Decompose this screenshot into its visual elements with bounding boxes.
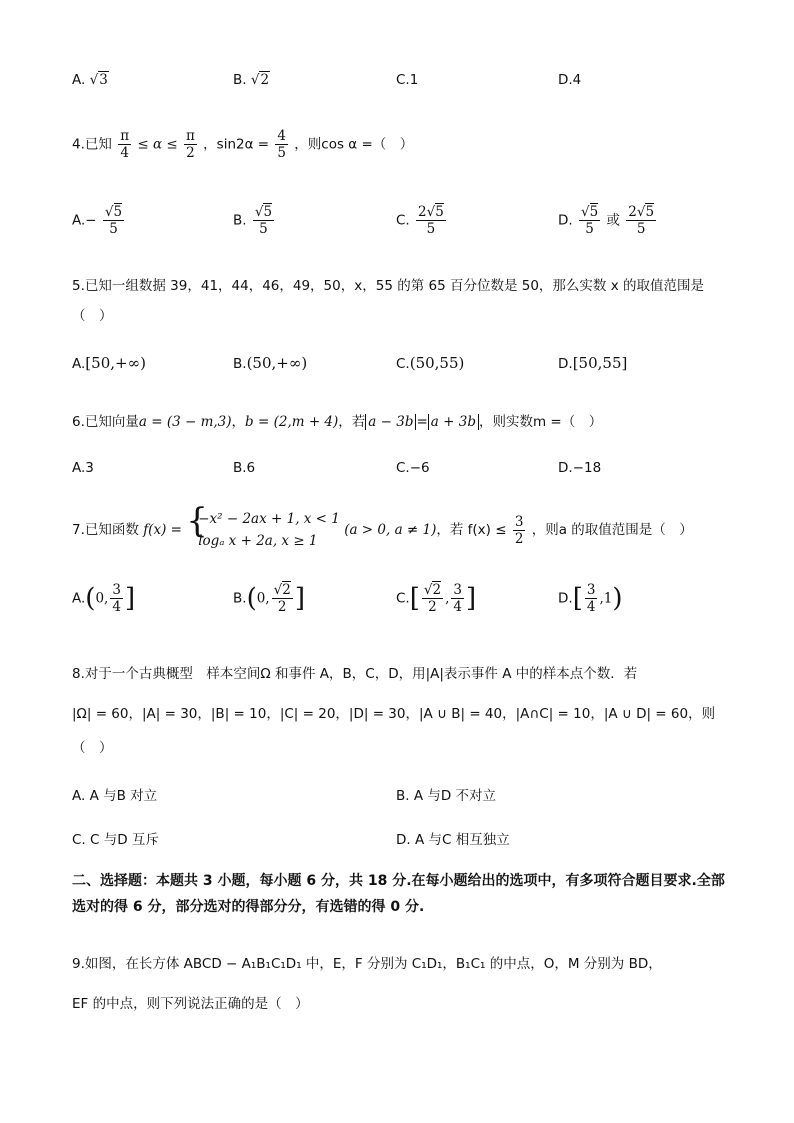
q3-option-a bbox=[72, 72, 109, 88]
q4-option-d-radicand2: 5 bbox=[645, 204, 655, 220]
q6-vector-b: b = (2,m + 4) bbox=[245, 414, 339, 430]
q5-option-b-label: B. bbox=[233, 356, 247, 372]
q4-frac-pi4 bbox=[118, 128, 131, 161]
q5-option-a bbox=[72, 354, 146, 372]
q5-line2: （ ） bbox=[72, 308, 113, 324]
q7-piece-row1: −x² − 2ax + 1, x < 1 bbox=[198, 511, 340, 527]
q4-option-d-num2: 2√5 bbox=[628, 204, 655, 220]
q4-option-c-frac bbox=[416, 204, 446, 237]
q3-option-b bbox=[233, 72, 270, 88]
q5-option-b-value: (50,+∞) bbox=[246, 354, 308, 372]
q6-option-a: A.3 bbox=[72, 460, 94, 476]
q7-option-a-den: 4 bbox=[112, 599, 121, 615]
q4-option-d-frac2 bbox=[626, 204, 656, 237]
q5-option-b bbox=[233, 354, 307, 372]
q9-line1: 9.如图，在长方体 ABCD − A₁B₁C₁D₁ 中，E，F 分别为 C₁D₁，B₁C₁ 的中点，O，M 分别为 BD， bbox=[72, 956, 662, 972]
q7-option-c-den2: 4 bbox=[453, 599, 462, 615]
q7-option-c-num2: 3 bbox=[453, 582, 462, 598]
q6-prefix: 6.已知向量 bbox=[72, 414, 139, 430]
q4-frac-pi4-num: π bbox=[120, 128, 130, 144]
q6-option-d: D.−18 bbox=[558, 460, 602, 476]
q7-option-c-comma: , bbox=[445, 590, 450, 607]
q4-option-c-label: C. bbox=[396, 212, 410, 229]
q7-piece-row2: logₐ x + 2a, x ≥ 1 bbox=[198, 533, 318, 549]
q3-option-a-label: A. bbox=[72, 72, 86, 88]
q7-mid: ，若 f(x) ≤ bbox=[436, 522, 507, 538]
q7-option-d-frac bbox=[585, 582, 598, 615]
q6-vector-a: a = (3 − m,3) bbox=[138, 414, 232, 430]
q4-option-d-frac1 bbox=[579, 204, 600, 237]
q4-frac-pi2 bbox=[184, 128, 197, 161]
q4-option-d-num1: √5 bbox=[580, 204, 599, 220]
q4-option-d bbox=[558, 204, 658, 237]
q7-fx: f(x) = bbox=[143, 522, 182, 538]
q4-option-c-num: 2√5 bbox=[418, 204, 444, 220]
q4-option-b-num: √5 bbox=[254, 204, 273, 220]
q7-option-d-num: 3 bbox=[586, 582, 596, 598]
q4-frac-pi2-den: 2 bbox=[186, 145, 195, 161]
q7-frac-32-den: 2 bbox=[514, 530, 524, 547]
q6-cond-prefix: ，若 bbox=[338, 414, 366, 430]
q7-option-c-radicand: 2 bbox=[432, 582, 442, 598]
q7-option-b-rbracket: ] bbox=[294, 583, 305, 614]
q4-option-d-den1: 5 bbox=[585, 221, 594, 237]
q7-condition: (a > 0, a ≠ 1) bbox=[344, 522, 437, 538]
q7-option-b-zero: 0, bbox=[256, 590, 270, 607]
q4-frac-45 bbox=[275, 128, 288, 161]
q4-prefix: 4.已知 bbox=[72, 136, 112, 153]
q4-stem bbox=[72, 128, 413, 161]
q7-option-c-frac2 bbox=[451, 582, 464, 615]
q4-option-c bbox=[396, 204, 448, 237]
q5-option-c-value: (50,55) bbox=[409, 354, 465, 372]
q7-option-b-num: √2 bbox=[273, 582, 291, 598]
q7-option-c-den1: 2 bbox=[428, 599, 437, 615]
q7-stem bbox=[72, 501, 693, 552]
q5-option-d-value: [50,55] bbox=[572, 354, 628, 372]
q4-option-c-radicand: 5 bbox=[435, 204, 444, 220]
q4-leq-1: ≤ bbox=[137, 136, 149, 153]
q4-option-a-label: A. bbox=[72, 212, 86, 229]
q7-option-a bbox=[72, 582, 135, 615]
q3-option-b-sqrt: √2 bbox=[250, 72, 270, 88]
q7-option-b bbox=[233, 582, 305, 615]
q6-option-b: B.6 bbox=[233, 460, 256, 476]
q7-option-b-label: B. bbox=[233, 590, 247, 607]
q7-option-c-label: C. bbox=[396, 590, 410, 607]
q7-option-d-rparen: ) bbox=[612, 583, 623, 614]
q6-then: ，则实数m =（ ） bbox=[478, 414, 603, 430]
q9-line2: EF 的中点，则下列说法正确的是（ ） bbox=[72, 996, 309, 1012]
q5-option-a-value: [50,+∞) bbox=[85, 354, 146, 372]
q7-option-b-frac bbox=[272, 582, 293, 615]
section2-heading: 二、选择题：本题共 3 小题，每小题 6 分，共 18 分.在每小题给出的选项中，有多项符合题目要求.全部选对的得 6 分，部分选对的得部分分，有选错的得 0 分. bbox=[72, 873, 725, 915]
q8-option-b: B. A 与D 不对立 bbox=[396, 788, 497, 804]
q6-stem bbox=[72, 410, 602, 430]
q4-option-b-den: 5 bbox=[259, 221, 268, 237]
q4-option-a-num: √5 bbox=[104, 204, 123, 220]
left-brace-icon: { bbox=[186, 501, 208, 541]
q8-option-c: C. C 与D 互斥 bbox=[72, 832, 159, 848]
q7-option-d-label: D. bbox=[558, 590, 573, 607]
q7-option-d bbox=[558, 582, 622, 615]
q5-option-a-label: A. bbox=[72, 356, 86, 372]
q4-frac-pi2-num: π bbox=[186, 128, 195, 144]
q4-option-b-frac bbox=[253, 204, 274, 237]
q8-option-d: D. A 与C 相互独立 bbox=[396, 832, 510, 848]
q6-equals: = bbox=[416, 414, 428, 430]
q4-option-d-label: D. bbox=[558, 212, 573, 229]
q7-option-a-frac bbox=[110, 582, 123, 615]
q6-option-c: C.−6 bbox=[396, 460, 430, 476]
q4-frac-45-num: 4 bbox=[277, 128, 286, 144]
q7-option-a-zero: 0, bbox=[95, 590, 109, 607]
q4-option-d-or: 或 bbox=[606, 212, 620, 229]
q6-abs-right: a + 3b bbox=[428, 414, 479, 430]
q4-frac-45-den: 5 bbox=[277, 145, 286, 161]
q3-option-b-label: B. bbox=[233, 72, 247, 88]
q7-option-b-den: 2 bbox=[277, 599, 287, 615]
q3-option-a-sqrt: √3 bbox=[89, 72, 108, 88]
q5-option-c-label: C. bbox=[396, 356, 410, 372]
q4-option-b-radicand: 5 bbox=[263, 204, 273, 220]
q7-option-c-lbracket: [ bbox=[409, 583, 420, 614]
q7-frac-32-num: 3 bbox=[514, 513, 524, 530]
q3-option-a-radicand: 3 bbox=[99, 72, 108, 88]
q8-line3: （ ） bbox=[72, 740, 113, 756]
q4-option-a-radicand: 5 bbox=[113, 204, 123, 220]
q3-option-b-radicand: 2 bbox=[260, 72, 270, 88]
q7-option-d-one: ,1 bbox=[599, 590, 613, 607]
q7-option-a-rbracket: ] bbox=[124, 583, 136, 614]
q7-option-d-lbracket: [ bbox=[572, 583, 583, 614]
q7-option-b-radicand: 2 bbox=[282, 582, 291, 598]
q4-option-a bbox=[72, 204, 126, 237]
q7-frac-32 bbox=[513, 514, 526, 547]
q4-option-d-den2: 5 bbox=[636, 221, 646, 237]
q7-option-a-num: 3 bbox=[112, 582, 121, 598]
q7-option-c bbox=[396, 582, 476, 615]
q4-option-a-den: 5 bbox=[109, 221, 118, 237]
q5-option-c bbox=[396, 354, 464, 372]
q3-option-d: D.4 bbox=[558, 72, 582, 88]
q6-abs-left: a − 3b bbox=[365, 414, 416, 430]
q5-line1: 5.已知一组数据 39，41，44，46，49，50，x，55 的第 65 百分位数是 50，那么实数 x 的取值范围是 bbox=[72, 278, 705, 294]
q7-option-a-label: A. bbox=[72, 590, 86, 607]
q4-option-b bbox=[233, 204, 276, 237]
q7-option-c-num1: √2 bbox=[423, 582, 442, 598]
q7-option-a-lparen: ( bbox=[85, 583, 96, 614]
q4-option-a-frac bbox=[103, 204, 124, 237]
q4-then: ，则cos α =（ ） bbox=[294, 136, 414, 153]
q8-option-a: A. A 与B 对立 bbox=[72, 788, 158, 804]
q7-option-c-frac1 bbox=[422, 582, 443, 615]
q7-option-d-den: 4 bbox=[586, 599, 596, 615]
q4-option-d-radicand1: 5 bbox=[589, 204, 599, 220]
q8-line1: 8.对于一个古典概型 样本空间Ω 和事件 A，B，C，D，用|A|表示事件 A 中的样本点个数．若 bbox=[72, 666, 638, 682]
q5-option-d bbox=[558, 354, 627, 372]
q4-option-c-coef: 2 bbox=[418, 204, 427, 220]
q4-sin-text: ，sin2α = bbox=[203, 136, 270, 153]
q6-comma: ， bbox=[231, 414, 246, 430]
q4-leq-2: ≤ bbox=[166, 136, 178, 153]
q7-prefix: 7.已知函数 bbox=[72, 522, 139, 538]
q7-piecewise bbox=[186, 501, 340, 552]
q4-alpha: α bbox=[152, 136, 163, 153]
q4-option-a-minus: − bbox=[85, 212, 97, 229]
q4-option-c-den: 5 bbox=[426, 221, 436, 237]
q3-option-c: C.1 bbox=[396, 72, 419, 88]
q7-option-c-rbracket: ] bbox=[465, 583, 477, 614]
q4-frac-pi4-den: 4 bbox=[120, 145, 129, 161]
q7-option-b-lparen: ( bbox=[246, 583, 257, 614]
q5-option-d-label: D. bbox=[558, 356, 573, 372]
q8-line2: |Ω| = 60，|A| = 30，|B| = 10，|C| = 20，|D| = 30，|A ∪ B| = 40，|A∩C| = 10，|A ∪ D| = 60，则 bbox=[72, 706, 716, 722]
q4-option-d-coef: 2 bbox=[628, 204, 637, 220]
q7-then: ，则a 的取值范围是（ ） bbox=[531, 522, 693, 538]
q4-option-b-label: B. bbox=[233, 212, 247, 229]
